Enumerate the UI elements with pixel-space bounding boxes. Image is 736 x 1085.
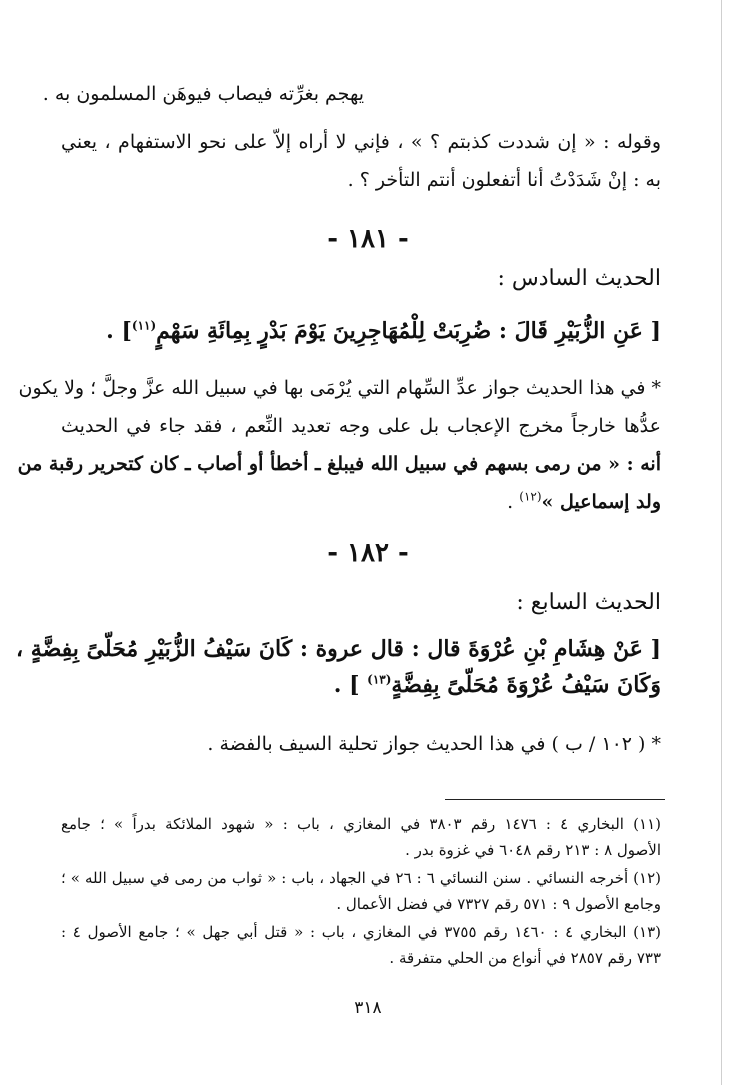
comment-181-line-3: أنه : « من رمى بسهم في سبيل الله فيبلغ ـ أخطأ أو أصاب ـ كان كتحرير رقبة من: [17, 453, 661, 475]
hadith-181-ref: (١١): [131, 318, 157, 333]
comment-181-line-4-end: .: [507, 491, 520, 513]
footnote-12-line-2: وجامع الأصول ٩ : ٥٧١ رقم ٧٣٢٧ في فضل الأعمال .: [336, 895, 661, 913]
section-title-181: الحديث السادس :: [497, 266, 661, 291]
hadith-182-end: ] .: [333, 672, 368, 698]
comment-181-line-4-text: ولد إسماعيل »: [541, 491, 661, 513]
footnote-12-line-1: (١٢) أخرجه النسائي . سنن النسائي ٦ : ٢٦ في الجهاد ، باب : « ثواب من رمى في سبيل الله » ؛: [61, 869, 662, 887]
section-title-182: الحديث السابع :: [516, 590, 661, 615]
hadith-181-end: ] .: [106, 318, 132, 344]
hadith-182-line-1: [ عَنْ هِشَامِ بْنِ عُرْوَةَ قال : قال عروة : كَانَ سَيْفُ الزُّبَيْرِ مُحَلّىً بِفِضَّةٍ ،: [16, 636, 661, 662]
footnote-11-line-2: الأصول ٨ : ٢١٣ رقم ٦٠٤٨ في غزوة بدر .: [405, 841, 661, 859]
intro-line-3: به : إنْ شَدَدْتُ أنا أتفعلون أنتم التأخر ؟ .: [347, 169, 661, 191]
hadith-182-line-2-text: وَكَانَ سَيْفُ عُرْوَةَ مُحَلّىً بِفِضَّةٍ: [391, 672, 661, 698]
section-number-181: - ١٨١ -: [327, 224, 409, 254]
comment-181-line-4: [507, 486, 661, 518]
hadith-182-ref: (١٣): [367, 672, 392, 687]
comment-181-ref: (١٢): [519, 489, 542, 504]
section-number-182: - ١٨٢ -: [327, 538, 409, 568]
hadith-181: [106, 318, 661, 344]
comment-182: * ( ١٠٢ / ب ) في هذا الحديث جواز تحلية السيف بالفضة .: [207, 733, 661, 755]
hadith-181-text: [ عَنِ الزُّبَيْرِ قَالَ : ضُرِبَتْ لِلْمُهَاجِرِينَ يَوْمَ بَدْرٍ بِمِائَةِ سَهْمٍ: [156, 318, 661, 344]
footnote-13-line-1: (١٣) البخاري ٤ : ١٤٦٠ رقم ٣٧٥٥ في المغازي ، باب : « قتل أبي جهل » ؛ جامع الأصول ٤ :: [61, 923, 662, 941]
footnote-separator: [445, 799, 665, 800]
intro-line-1: يهجم بغرِّته فيصاب فيوهَن المسلمون به .: [42, 83, 364, 105]
footnote-11-line-1: (١١) البخاري ٤ : ١٤٧٦ رقم ٣٨٠٣ في المغازي ، باب : « شهود الملائكة بدراً » ؛ جامع: [61, 815, 661, 833]
comment-181-line-1: * في هذا الحديث جواز عدِّ السِّهام التي يُرْمَى بها في سبيل الله عزَّ وجلَّ ؛ ولا يكون: [18, 377, 661, 399]
footnote-13-line-2: ٧٣٣ رقم ٢٨٥٧ في أنواع من الحلي متفرقة .: [389, 949, 661, 967]
intro-line-2: وقوله : « إن شددت كذبتم ؟ » ، فإني لا أراه إلاّ على نحو الاستفهام ، يعني: [61, 131, 661, 153]
comment-181-line-2: عدُّها خارجاً مخرج الإعجاب بل على وجه تعديد النِّعم ، فقد جاء في الحديث: [61, 415, 661, 437]
hadith-182-line-2: [334, 672, 661, 698]
page-number: ٣١٨: [354, 998, 382, 1018]
